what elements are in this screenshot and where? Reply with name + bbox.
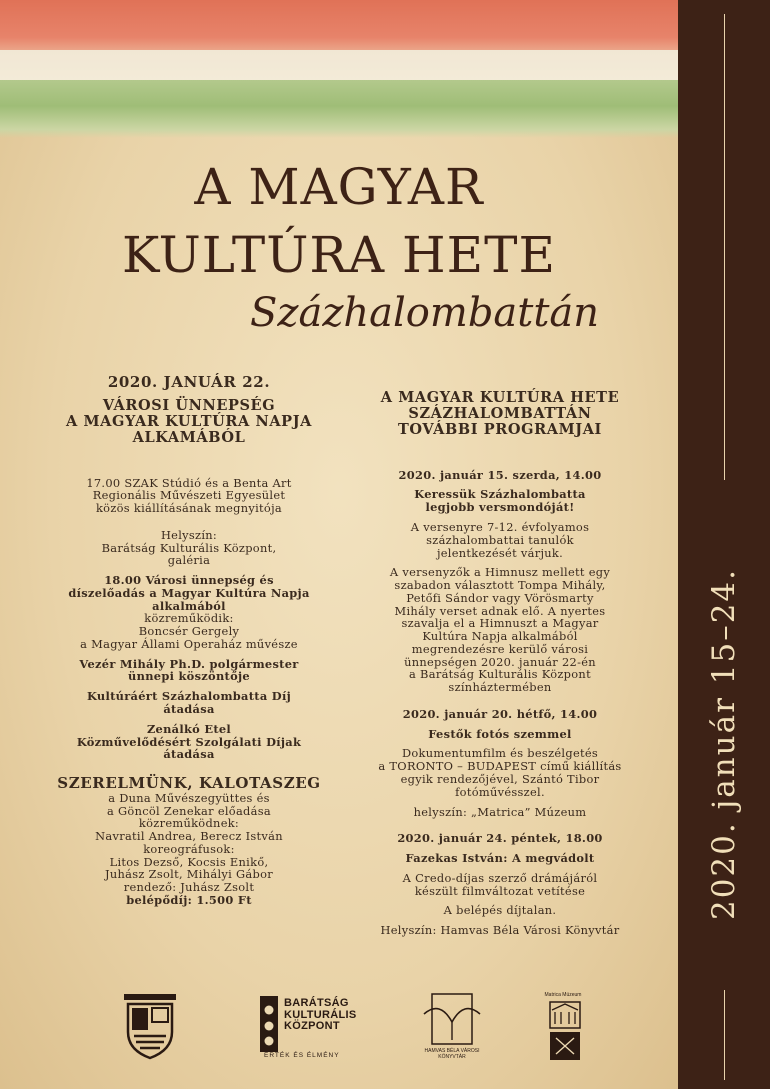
choreographers-line-1: Litos Dezső, Kocsis Enikő,: [109, 854, 269, 869]
show-title: SZERELMÜNK, KALOTASZEG: [57, 774, 321, 793]
event-2-performer-role: a Magyar Állami Operaház művésze: [80, 636, 298, 651]
programme-1-rules-9: a Barátság Kulturális Központ: [409, 667, 591, 682]
venue-label: Helyszín:: [160, 527, 218, 542]
event-1-line-3: közös kiállításának megnyitója: [95, 501, 282, 516]
main-event-heading-3: ALKAMÁBÓL: [132, 429, 246, 447]
event-4-line-2: átadása: [163, 701, 215, 716]
programme-1-rules-5: szavalja el a Himnuszt a Magyar: [401, 616, 599, 631]
programme-2-date: 2020. január 20. hétfő, 14.00: [402, 706, 598, 721]
venue-line-3: galéria: [167, 553, 211, 568]
programme-1-date: 2020. január 15. szerda, 14.00: [398, 467, 602, 482]
title-script: Százhalombattán: [250, 290, 600, 336]
programme-1-rules-10: színháztermében: [448, 680, 552, 695]
programme-1-title-1: Keressük Százhalombatta: [414, 487, 586, 502]
muzeum-caption: Matrica Múzeum: [544, 992, 582, 998]
bkk-tagline: ÉRTÉK ÉS ÉLMÉNY: [264, 1052, 340, 1059]
event-2-line-1: 18.00 Városi ünnepség és: [104, 573, 274, 588]
programme-2-desc-4: fotóművésszel.: [455, 784, 545, 799]
event-1-line-1: 17.00 SZAK Stúdió és a Benta Art: [86, 475, 292, 490]
choreographers-label: koreográfusok:: [143, 841, 235, 856]
programme-1-rules-6: Kultúra Napja alkalmából: [422, 629, 578, 644]
main-event-date: 2020. JANUÁR 22.: [107, 373, 271, 391]
main-event-heading-2: A MAGYAR KULTÚRA NAPJA: [66, 413, 312, 431]
bkk-line-1: BARÁTSÁG: [284, 997, 349, 1009]
director: rendező: Juhász Zsolt: [123, 880, 255, 895]
ticket-price: belépődíj: 1.500 Ft: [126, 892, 252, 907]
event-3-line-2: ünnepi köszöntője: [128, 669, 250, 684]
show-line-1: a Duna Művészegyüttes és: [108, 790, 270, 805]
programme-3-venue: Helyszín: Hamvas Béla Városi Könyvtár: [380, 923, 620, 938]
choreographers-line-2: Juhász Zsolt, Mihályi Gábor: [105, 867, 273, 882]
programme-1-rules-8: ünnepségen 2020. január 22-én: [404, 654, 596, 669]
programme-3-title: Fazekas István: A megvádolt: [405, 851, 595, 866]
programme-column: [350, 390, 650, 937]
programme-3-desc-1: A Credo-díjas szerző drámájáról: [402, 870, 598, 885]
programme-1-title-2: legjobb versmondóját!: [425, 500, 575, 515]
programme-2-desc-3: egyik rendezőjével, Szántó Tibor: [400, 772, 600, 787]
show-line-2: a Göncöl Zenekar előadása: [107, 803, 271, 818]
programme-3-free: A belépés díjtalan.: [443, 903, 557, 918]
programme-2-venue: helyszín: „Matrica” Múzeum: [413, 804, 587, 819]
main-event-column: [44, 374, 334, 907]
programme-1-rules-2: szabadon választott Tompa Mihály,: [394, 578, 606, 593]
main-event-heading-1: VÁROSI ÜNNEPSÉG: [102, 396, 276, 414]
programme-1-desc-2: százhalombattai tanulók: [426, 532, 574, 547]
sidebar-date: 2020. január 15–24.: [706, 567, 742, 921]
hamvas-caption: HAMVAS BÉLA VÁROSI KÖNYVTÁR: [424, 1048, 480, 1060]
city-crest-logo: [122, 992, 178, 1060]
programme-heading-3: TOVÁBBI PROGRAMJAI: [398, 421, 602, 439]
programme-1-rules-4: Mihály verset adnak elő. A nyertes: [394, 603, 606, 618]
event-3-line-1: Vezér Mihály Ph.D. polgármester: [79, 656, 299, 671]
title-line-2: KULTÚRA HETE: [122, 226, 556, 284]
event-5-line-3: átadása: [163, 747, 215, 762]
sidebar-line-top: [724, 14, 725, 480]
venue-line-2: Barátság Kulturális Központ,: [101, 540, 277, 555]
performers-label: közreműködnek:: [138, 816, 240, 831]
programme-1-desc-1: A versenyre 7-12. évfolyamos: [410, 520, 590, 534]
programme-2-desc-1: Dokumentumfilm és beszélgetés: [401, 746, 599, 761]
title-line-1: A MAGYAR: [194, 158, 484, 216]
event-2-line-2: díszelőadás a Magyar Kultúra Napja: [68, 585, 310, 600]
event-4-line-1: Kultúráért Százhalombatta Díj: [86, 689, 292, 704]
programme-1-rules-7: megrendezésre kerülő városi: [411, 641, 589, 656]
programme-1-desc-3: jelentkezését várjuk.: [436, 545, 564, 560]
bkk-line-2: KULTURÁLIS: [284, 1008, 357, 1021]
event-2-performer: Boncsér Gergely: [138, 624, 240, 639]
programme-heading-1: A MAGYAR KULTÚRA HETE: [380, 389, 620, 406]
flag-green-stripe: [0, 80, 678, 138]
bkk-line-3: KÖZPONT: [284, 1020, 340, 1033]
performers: Navratil Andrea, Berecz István: [95, 829, 283, 844]
programme-1-rules-3: Petőfi Sándor vagy Vörösmarty: [406, 590, 594, 605]
hamvas-library-logo: [420, 992, 484, 1062]
event-2-performer-label: közreműködik:: [144, 611, 234, 626]
sponsor-logos: [0, 992, 678, 1072]
event-5-line-1: Zenálkó Etel: [146, 721, 232, 736]
event-5-line-2: Közművelődésért Szolgálati Díjak: [76, 734, 302, 749]
programme-3-date: 2020. január 24. péntek, 18.00: [397, 831, 603, 846]
event-2-line-3: alkalmából: [152, 598, 226, 613]
programme-heading-2: SZÁZHALOMBATTÁN: [408, 405, 592, 423]
programme-1-rules-1: A versenyzők a Himnusz mellett egy: [389, 565, 611, 580]
programme-2-desc-2: a TORONTO – BUDAPEST című kiállítás: [378, 759, 622, 774]
event-1-line-2: Regionális Művészeti Egyesület: [92, 488, 286, 503]
sidebar-line-bottom: [724, 990, 725, 1080]
barátság-kulturális-központ-logo: [258, 992, 368, 1062]
programme-3-desc-2: készült filmváltozat vetítése: [414, 883, 586, 898]
matrica-museum-logo: [538, 992, 588, 1062]
programme-2-title: Festők fotós szemmel: [428, 726, 572, 741]
